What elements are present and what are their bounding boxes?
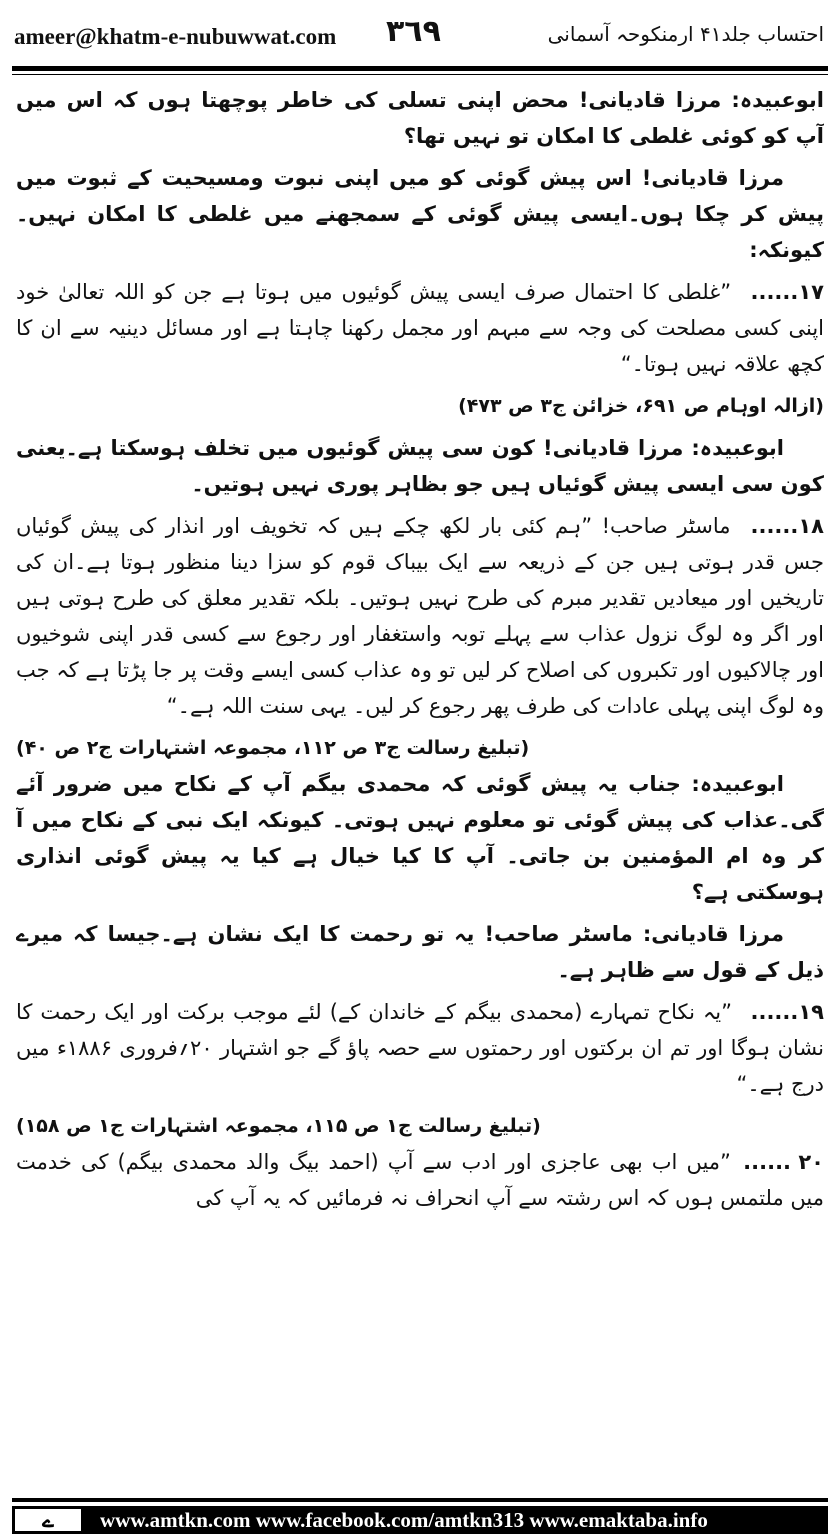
page-number: ٣٦٩ bbox=[386, 14, 441, 49]
page-footer bbox=[0, 1498, 840, 1540]
footer-bar bbox=[12, 1506, 828, 1534]
page-body bbox=[16, 82, 824, 1467]
quote-19-number: ۱۹...... bbox=[750, 1000, 824, 1024]
quote-17-number: ۱۷...... bbox=[750, 280, 824, 304]
footer-rule bbox=[12, 1498, 828, 1502]
quote-20 bbox=[16, 1144, 824, 1216]
paragraph-abu-ubaida-3: ابوعبیدہ: جناب یہ پیش گوئی کہ محمدی بیگم آپ کے نکاح میں ضرور آئے گی۔عذاب کی پیش گوئی تو معلوم نہیں ہوتی۔ کیونکہ ایک نبی کے نکاح میں آ کر وہ ام المؤمنین بن جاتی۔ آپ کا کیا خیال ہے کیا یہ پیش گوئی انذاری ہوسکتی ہے؟ bbox=[16, 772, 824, 904]
quote-18-text: ماسٹر صاحب! ”ہم کئی بار لکھ چکے ہیں کہ تخویف اور انذار کی پیش گوئیاں جس قدر ہوتی ہیں جن کے ذریعہ سے ایک بیباک قوم کو سزا دینا منظور ہوتا ہے۔ان کی تاریخیں اور میعادیں تقدیر مبرم کی طرح نہیں ہوتیں۔ بلکہ تقدیر معلق کی طرح ہوتی ہیں اور اگر وہ لوگ نزول عذاب سے پہلے توبہ واستغفار اور رجوع سے کسی قدر اپنی شوخیوں اور چالاکیوں اور تکبروں کی اصلاح کر لیں تو وہ عذاب کسی ایسے وقت پر جا پڑتا ہے کہ جب وہ لوگ اپنی پہلی عادات کی طرف پھر رجوع کر لیں۔ یہی سنت اللہ ہے۔“ bbox=[16, 514, 824, 718]
paragraph-mirza-1: مرزا قادیانی! اس پیش گوئی کو میں اپنی نبوت ومسیحیت کے ثبوت میں پیش کر چکا ہوں۔ایسی پیش گوئی کے سمجھنے میں غلطی کا امکان نہیں۔ کیونکہ: bbox=[16, 166, 824, 262]
quote-19 bbox=[16, 994, 824, 1102]
footer-links: www.amtkn.com www.facebook.com/amtkn313 www.emaktaba.info bbox=[100, 1508, 708, 1532]
quote-17 bbox=[16, 274, 824, 382]
reference-19: (تبلیغ رسالت ج۱ ص ۱۱۵، مجموعہ اشتہارات ج۱ ص ۱۵۸) bbox=[16, 1115, 541, 1137]
reference-18: (تبلیغ رسالت ج۳ ص ۱۱۲، مجموعہ اشتہارات ج۲ ص ۴۰) bbox=[16, 737, 530, 759]
header-rule-thick bbox=[12, 66, 828, 71]
book-title: احتساب جلد۴۱ ارمنکوحہ آسمانی bbox=[547, 22, 824, 46]
quote-20-text: ”میں اب بھی عاجزی اور ادب سے آپ (احمد بیگ والد محمدی بیگم) کی خدمت میں ملتمس ہوں کہ اس رشتہ سے آپ انحراف نہ فرمائیں کہ یہ آپ کی bbox=[16, 1150, 824, 1210]
footer-badge: ے bbox=[12, 1506, 84, 1534]
reference-17: (ازالہ اوہام ص ۶۹۱، خزائن ج۳ ص ۴۷۳) bbox=[458, 395, 824, 417]
paragraph-mirza-2: مرزا قادیانی: ماسٹر صاحب! یہ تو رحمت کا ایک نشان ہے۔جیسا کہ میرے ذیل کے قول سے ظاہر ہے۔ bbox=[16, 922, 824, 982]
paragraph-abu-ubaida-2: ابوعبیدہ: مرزا قادیانی! کون سی پیش گوئیوں میں تخلف ہوسکتا ہے۔یعنی کون سی ایسی پیش گوئیاں ہیں جو بظاہر پوری نہیں ہوتیں۔ bbox=[16, 436, 824, 496]
quote-18-number: ۱۸...... bbox=[750, 514, 824, 538]
page-header bbox=[14, 14, 824, 58]
header-rule-thin bbox=[12, 74, 828, 75]
paragraph-abu-ubaida-1: ابوعبیدہ: مرزا قادیانی! محض اپنی تسلی کی خاطر پوچھتا ہوں کہ اس میں آپ کو کوئی غلطی کا امکان تو نہیں تھا؟ bbox=[16, 88, 824, 148]
quote-20-number: ۲۰ ...... bbox=[743, 1150, 824, 1174]
quote-18 bbox=[16, 508, 824, 724]
quote-19-text: ”یہ نکاح تمہارے (محمدی بیگم کے خاندان کے) لئے موجب برکت اور ایک رحمت کا نشان ہوگا اور تم ان برکتوں اور رحمتوں سے حصہ پاؤ گے جو اشتہار ۲۰؍فروری ۱۸۸۶ء میں درج ہے۔“ bbox=[16, 1000, 824, 1096]
header-email: ameer@khatm-e-nubuwwat.com bbox=[14, 24, 337, 49]
quote-17-text: ”غلطی کا احتمال صرف ایسی پیش گوئیوں میں ہوتا ہے جن کو اللہ تعالیٰ خود اپنی کسی مصلحت کی وجہ سے مبہم اور مجمل رکھنا چاہتا ہے اور مسائل دینیہ سے ان کا کچھ علاقہ نہیں ہوتا۔“ bbox=[16, 280, 824, 376]
